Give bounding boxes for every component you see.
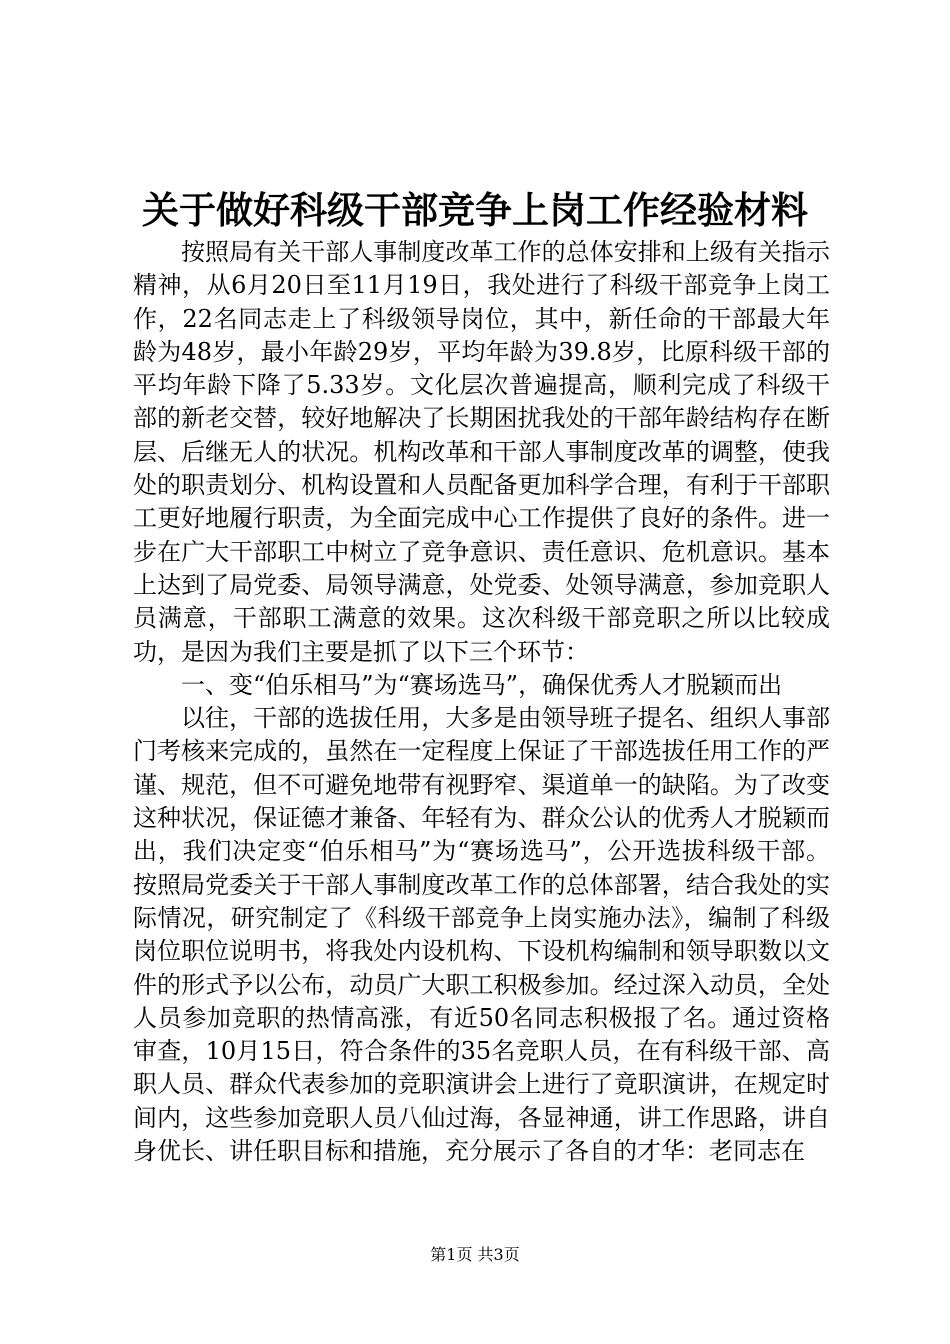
section-heading-1: 一、变“伯乐相马”为“赛场选马”，确保优秀人才脱颖而出	[181, 670, 783, 699]
document-body	[133, 236, 830, 1168]
paragraph-intro: 按照局有关干部人事制度改革工作的总体安排和上级有关指示精神，从6月20日至11月19日，我处进行了科级干部竞争上岗工作，22名同志走上了科级领导岗位，其中，新任命的干部最大年龄为48岁，最小年龄29岁，平均年龄为39.8岁，比原科级干部的平均年龄下降了5.33岁。文化层次普遍提高，顺利完成了科级干部的新老交替，较好地解决了长期困扰我处的干部年龄结构存在断层、后继无人的状况。机构改革和干部人事制度改革的调整，使我处的职责划分、机构设置和人员配备更加科学合理，有利于干部职工更好地履行职责，为全面完成中心工作提供了良好的条件。进一步在广大干部职工中树立了竞争意识、责任意识、危机意识。基本上达到了局党委、局领导满意，处党委、处领导满意，参加竞职人员满意，干部职工满意的效果。这次科级干部竞职之所以比较成功，是因为我们主要是抓了以下三个环节：	[133, 238, 830, 666]
page-footer: 第1页 共3页	[430, 1245, 520, 1264]
paragraph-section-1: 以往，干部的选拔任用，大多是由领导班子提名、组织人事部门考核来完成的，虽然在一定程度上保证了干部选拔任用工作的严谨、规范，但不可避免地带有视野窄、渠道单一的缺陷。为了改变这种状况，保证德才兼备、年轻有为、群众公认的优秀人才脱颖而出，我们决定变“伯乐相马”为“赛场选马”，公开选拔科级干部。按照局党委关于干部人事制度改革工作的总体部署，结合我处的实际情况，研究制定了《科级干部竞争上岗实施办法》，编制了科级岗位职位说明书，将我处内设机构、下设机构编制和领导职数以文件的形式予以公布，动员广大职工积极参加。经过深入动员，全处人员参加竞职的热情高涨，有近50名同志积极报了名。通过资格审查，10月15日，符合条件的35名竞职人员，在有科级干部、高职人员、群众代表参加的竞职演讲会上进行了竟职演讲，在规定时间内，这些参加竞职人员八仙过海，各显神通，讲工作思路，讲自身优长、讲任职目标和措施，充分展示了各自的才华：老同志在	[133, 704, 830, 1166]
document-title: 关于做好科级干部竞争上岗工作经验材料	[142, 188, 808, 232]
